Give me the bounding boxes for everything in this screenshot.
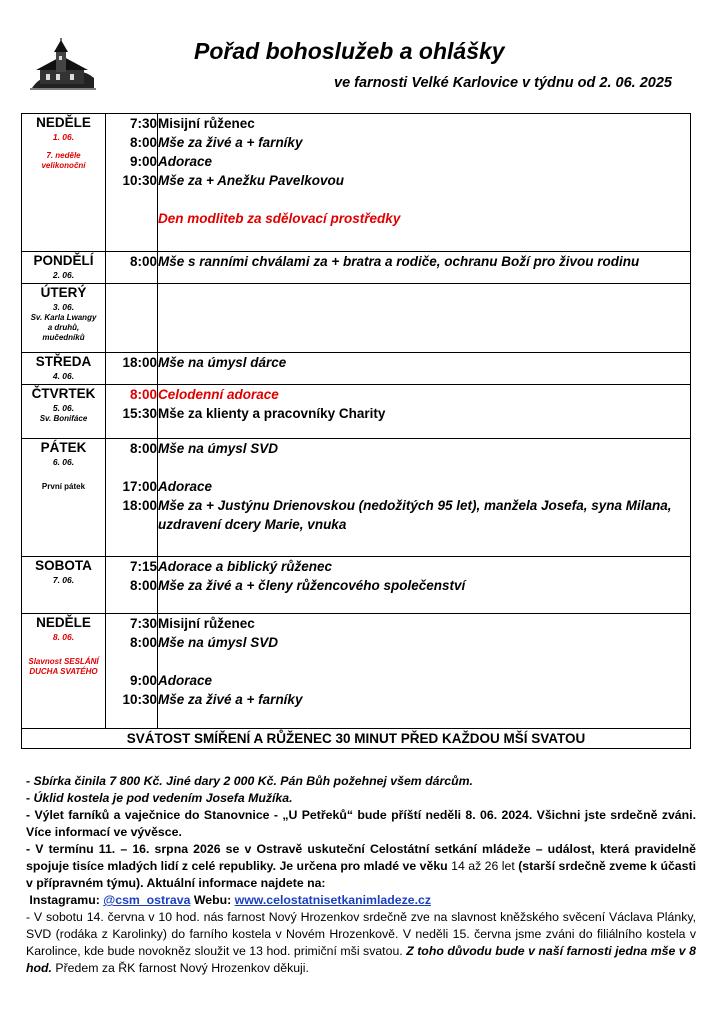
day-note: Slavnost SESLÁNÍ DUCHA SVATÉHO — [28, 657, 99, 676]
table-row — [22, 114, 691, 252]
day-cell — [22, 614, 106, 729]
item: Mše za klienty a pracovníky Charity — [158, 406, 386, 421]
time-cell — [106, 353, 158, 385]
ordination-bold: Z toho důvodu bude v naší farnosti jedna mše v 8 hod. — [26, 944, 696, 975]
item: Mše na úmysl SVD — [158, 635, 279, 650]
youth-text-1: - V termínu 11. – 16. srpna 2026 se v Ostravě uskuteční Celostátní setkání mládeže – událost, která pravidelně spojuje tisíce mladých lidí z celé republiky. Je určena pro mladé ve věku — [26, 842, 696, 873]
web-label: Webu: — [193, 893, 232, 907]
special-note: Den modliteb za sdělovací prostředky — [158, 211, 401, 226]
ordination-text: - V sobotu 14. června v 10 hod. nás farnost Nový Hrozenkov srdečně zve na slavnost kněžského svěcení Václava Plánky, SVD (rodáka z Karolinky) do farního kostela v Novém Hrozenkově. V neděli 15. června jsme zváni do filiálního kostela v Karolince, kde bude novokněz sloužit ve 13 hod. primiční mši svatou. — [26, 910, 696, 958]
day-note: První pátek — [41, 482, 86, 491]
description-cell — [158, 114, 691, 252]
item: Adorace — [158, 673, 213, 688]
item: Mše za + Anežku Pavelkovou — [158, 173, 344, 188]
item: Mše za živé a + farníky — [158, 135, 303, 150]
day-cell — [22, 385, 106, 439]
note-youth-meeting — [26, 841, 696, 892]
note-links — [26, 892, 696, 909]
day-name: ÚTERÝ — [40, 285, 87, 300]
day-cell — [22, 252, 106, 284]
day-date: 3. 06. — [52, 302, 75, 312]
time: 10:30 — [122, 692, 157, 707]
announcements — [26, 773, 696, 977]
day-cell — [22, 284, 106, 353]
item: Misijní růženec — [158, 116, 255, 131]
table-row — [22, 439, 691, 557]
item: Mše na úmysl SVD — [158, 441, 279, 456]
day-date: 7. 06. — [52, 575, 75, 585]
time-cell — [106, 385, 158, 439]
time: 15:30 — [122, 406, 157, 421]
item: Misijní růženec — [158, 616, 255, 631]
page-title: Pořad bohoslužeb a ohlášky — [194, 38, 505, 64]
day-cell — [22, 557, 106, 614]
day-name: ČTVRTEK — [31, 386, 96, 401]
day-cell — [22, 439, 106, 557]
note-collection: - Sbírka činila 7 800 Kč. Jiné dary 2 000 Kč. Pán Bůh požehnej všem dárcům. — [26, 774, 473, 788]
time: 9:00 — [129, 154, 157, 169]
time-cell — [106, 614, 158, 729]
table-row — [22, 252, 691, 284]
note-cleaning: - Úklid kostela je pod vedením Josefa Mužíka. — [26, 791, 293, 805]
web-link[interactable]: www.celostatnisetkanimladeze.cz — [234, 893, 431, 907]
youth-text-2: (starší srdečně zveme k účasti v přípravném týmu). Aktuální informace najdete na: — [26, 859, 696, 890]
time-cell — [106, 284, 158, 353]
table-row — [22, 614, 691, 729]
item: Adorace — [158, 154, 213, 169]
description-cell — [158, 385, 691, 439]
time: 7:15 — [129, 559, 157, 574]
schedule-table — [21, 113, 691, 749]
note-trip: - Výlet farníků a vaječnice do Stanovnice - „U Petřeků“ bude příští neděli 8. 06. 2024. Všichni jste srdečně zváni. Více informací ve vývěsce. — [26, 808, 696, 839]
day-date: 4. 06. — [52, 371, 75, 381]
day-name: STŘEDA — [35, 354, 92, 369]
day-date: 1. 06. — [52, 132, 75, 142]
day-cell — [22, 114, 106, 252]
day-cell — [22, 353, 106, 385]
item: Mše za živé a + členy růžencového společenství — [158, 578, 466, 593]
time: 18:00 — [122, 355, 157, 370]
item: Adorace a biblický růženec — [158, 559, 333, 574]
day-date: 8. 06. — [52, 632, 75, 642]
instagram-label: Instagramu: — [29, 893, 100, 907]
time-cell — [106, 439, 158, 557]
time: 10:30 — [122, 173, 157, 188]
time: 7:30 — [129, 116, 157, 131]
item: Mše na úmysl dárce — [158, 355, 287, 370]
time: 8:00 — [129, 635, 157, 650]
time: 9:00 — [129, 673, 157, 688]
table-row — [22, 385, 691, 439]
time-cell — [106, 114, 158, 252]
time: 7:30 — [129, 616, 157, 631]
day-name: NEDĚLE — [36, 115, 91, 130]
table-row — [22, 557, 691, 614]
time: 8:00 — [129, 578, 157, 593]
day-name: SOBOTA — [35, 558, 92, 573]
time: 8:00 — [129, 441, 157, 456]
time-cell — [106, 252, 158, 284]
day-name: PÁTEK — [40, 440, 87, 455]
item: Mše za + Justýnu Drienovskou (nedožitých 95 let), manžela Josefa, syna Milana, uzdravení dcery Marie, vnuka — [158, 498, 672, 532]
time: 8:00 — [129, 387, 157, 402]
item: Celodenní adorace — [158, 387, 279, 402]
church-logo-icon — [30, 38, 96, 90]
time: 17:00 — [122, 479, 157, 494]
day-note: Sv. Karla Lwangy a druhů, mučedníků — [30, 313, 97, 342]
day-date: 5. 06. — [52, 403, 75, 413]
ordination-thanks: Předem za ŘK farnost Nový Hrozenkov děkuji. — [55, 961, 309, 975]
table-row — [22, 284, 691, 353]
table-row — [22, 353, 691, 385]
day-name: PONDĚLÍ — [33, 253, 94, 268]
note-ordination — [26, 909, 696, 977]
description-cell — [158, 614, 691, 729]
item: Adorace — [158, 479, 213, 494]
description-cell — [158, 284, 691, 353]
description-cell — [158, 252, 691, 284]
description-cell — [158, 353, 691, 385]
time: 8:00 — [129, 135, 157, 150]
time: 8:00 — [129, 254, 157, 269]
description-cell — [158, 557, 691, 614]
day-note: 7. neděle velikonoční — [41, 151, 86, 170]
day-name: NEDĚLE — [36, 615, 91, 630]
instagram-link[interactable]: @csm_ostrava — [103, 893, 191, 907]
day-date: 6. 06. — [52, 457, 75, 467]
time: 18:00 — [122, 498, 157, 513]
time-cell — [106, 557, 158, 614]
day-note: Sv. Bonifáce — [39, 414, 88, 423]
youth-age: 14 až 26 let — [451, 859, 515, 873]
day-date: 2. 06. — [52, 270, 75, 280]
description-cell — [158, 439, 691, 557]
table-row — [22, 729, 691, 749]
item: Mše za živé a + farníky — [158, 692, 303, 707]
page-subtitle: ve farnosti Velké Karlovice v týdnu od 2. 06. 2025 — [334, 75, 672, 91]
item: Mše s ranními chválami za + bratra a rodiče, ochranu Boží pro živou rodinu — [158, 254, 640, 269]
confession-note: SVÁTOST SMÍŘENÍ A RŮŽENEC 30 MINUT PŘED KAŽDOU MŠÍ SVATOU — [22, 729, 691, 749]
